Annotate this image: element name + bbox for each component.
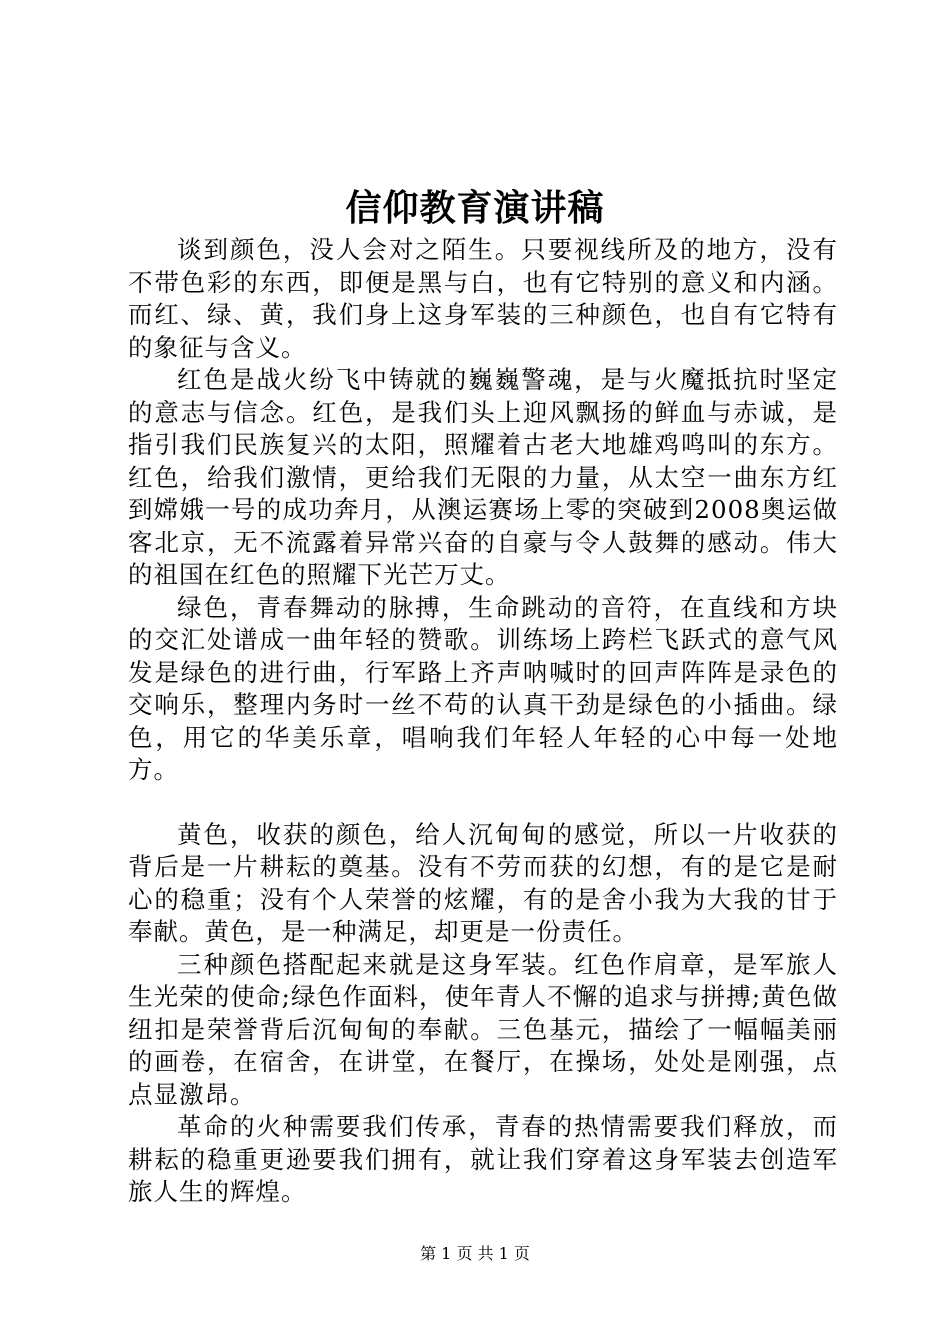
page-number-footer: 第 1 页 共 1 页 [420, 1244, 530, 1263]
page-title: 信仰教育演讲稿 [345, 187, 605, 229]
paragraph-green: 绿色，青春舞动的脉搏，生命跳动的音符，在直线和方块的交汇处谱成一曲年轻的赞歌。训练场上跨栏飞跃式的意气风发是绿色的进行曲，行军路上齐声呐喊时的回声阵阵是录色的交响乐，整理内务时一丝不苟的认真干劲是绿色的小插曲。绿色，用它的华美乐章，唱响我们年轻人年轻的心中每一处地方。 [128, 592, 838, 784]
paragraph-conclusion: 革命的火种需要我们传承，青春的热情需要我们释放，而耕耘的稳重更逊要我们拥有，就让我们穿着这身军装去创造军旅人生的辉煌。 [128, 1112, 838, 1206]
paragraph-red: 红色是战火纷飞中铸就的巍巍警魂，是与火魔抵抗时坚定的意志与信念。红色，是我们头上迎风飘扬的鲜血与赤诚，是指引我们民族复兴的太阳，照耀着古老大地雄鸡鸣叫的东方。红色，给我们激情，更给我们无限的力量，从太空一曲东方红到嫦娥一号的成功奔月，从澳运赛场上零的突破到2008奥运做客北京，无不流露着异常兴奋的自豪与令人鼓舞的感动。伟大的祖国在红色的照耀下光芒万丈。 [128, 365, 838, 589]
paragraph-uniform: 三种颜色搭配起来就是这身军装。红色作肩章，是军旅人生光荣的使命;绿色作面料，使年青人不懈的追求与拼搏;黄色做纽扣是荣誉背后沉甸甸的奉献。三色基元，描绘了一幅幅美丽的画卷，在宿舍，在讲堂，在餐厅，在操场，处处是刚强，点点显激昂。 [128, 949, 838, 1109]
paragraph-spacer [128, 787, 838, 819]
paragraph-intro: 谈到颜色，没人会对之陌生。只要视线所及的地方，没有不带色彩的东西，即便是黑与白，也有它特别的意义和内涵。而红、绿、黄，我们身上这身军装的三种颜色，也自有它特有的象征与含义。 [128, 235, 838, 362]
document-body [128, 234, 838, 1209]
paragraph-yellow: 黄色，收获的颜色，给人沉甸甸的感觉，所以一片收获的背后是一片耕耘的奠基。没有不劳而获的幻想，有的是它是耐心的稳重；没有个人荣誉的炫耀，有的是舍小我为大我的甘于奉献。黄色，是一种满足，却更是一份责任。 [128, 819, 838, 946]
